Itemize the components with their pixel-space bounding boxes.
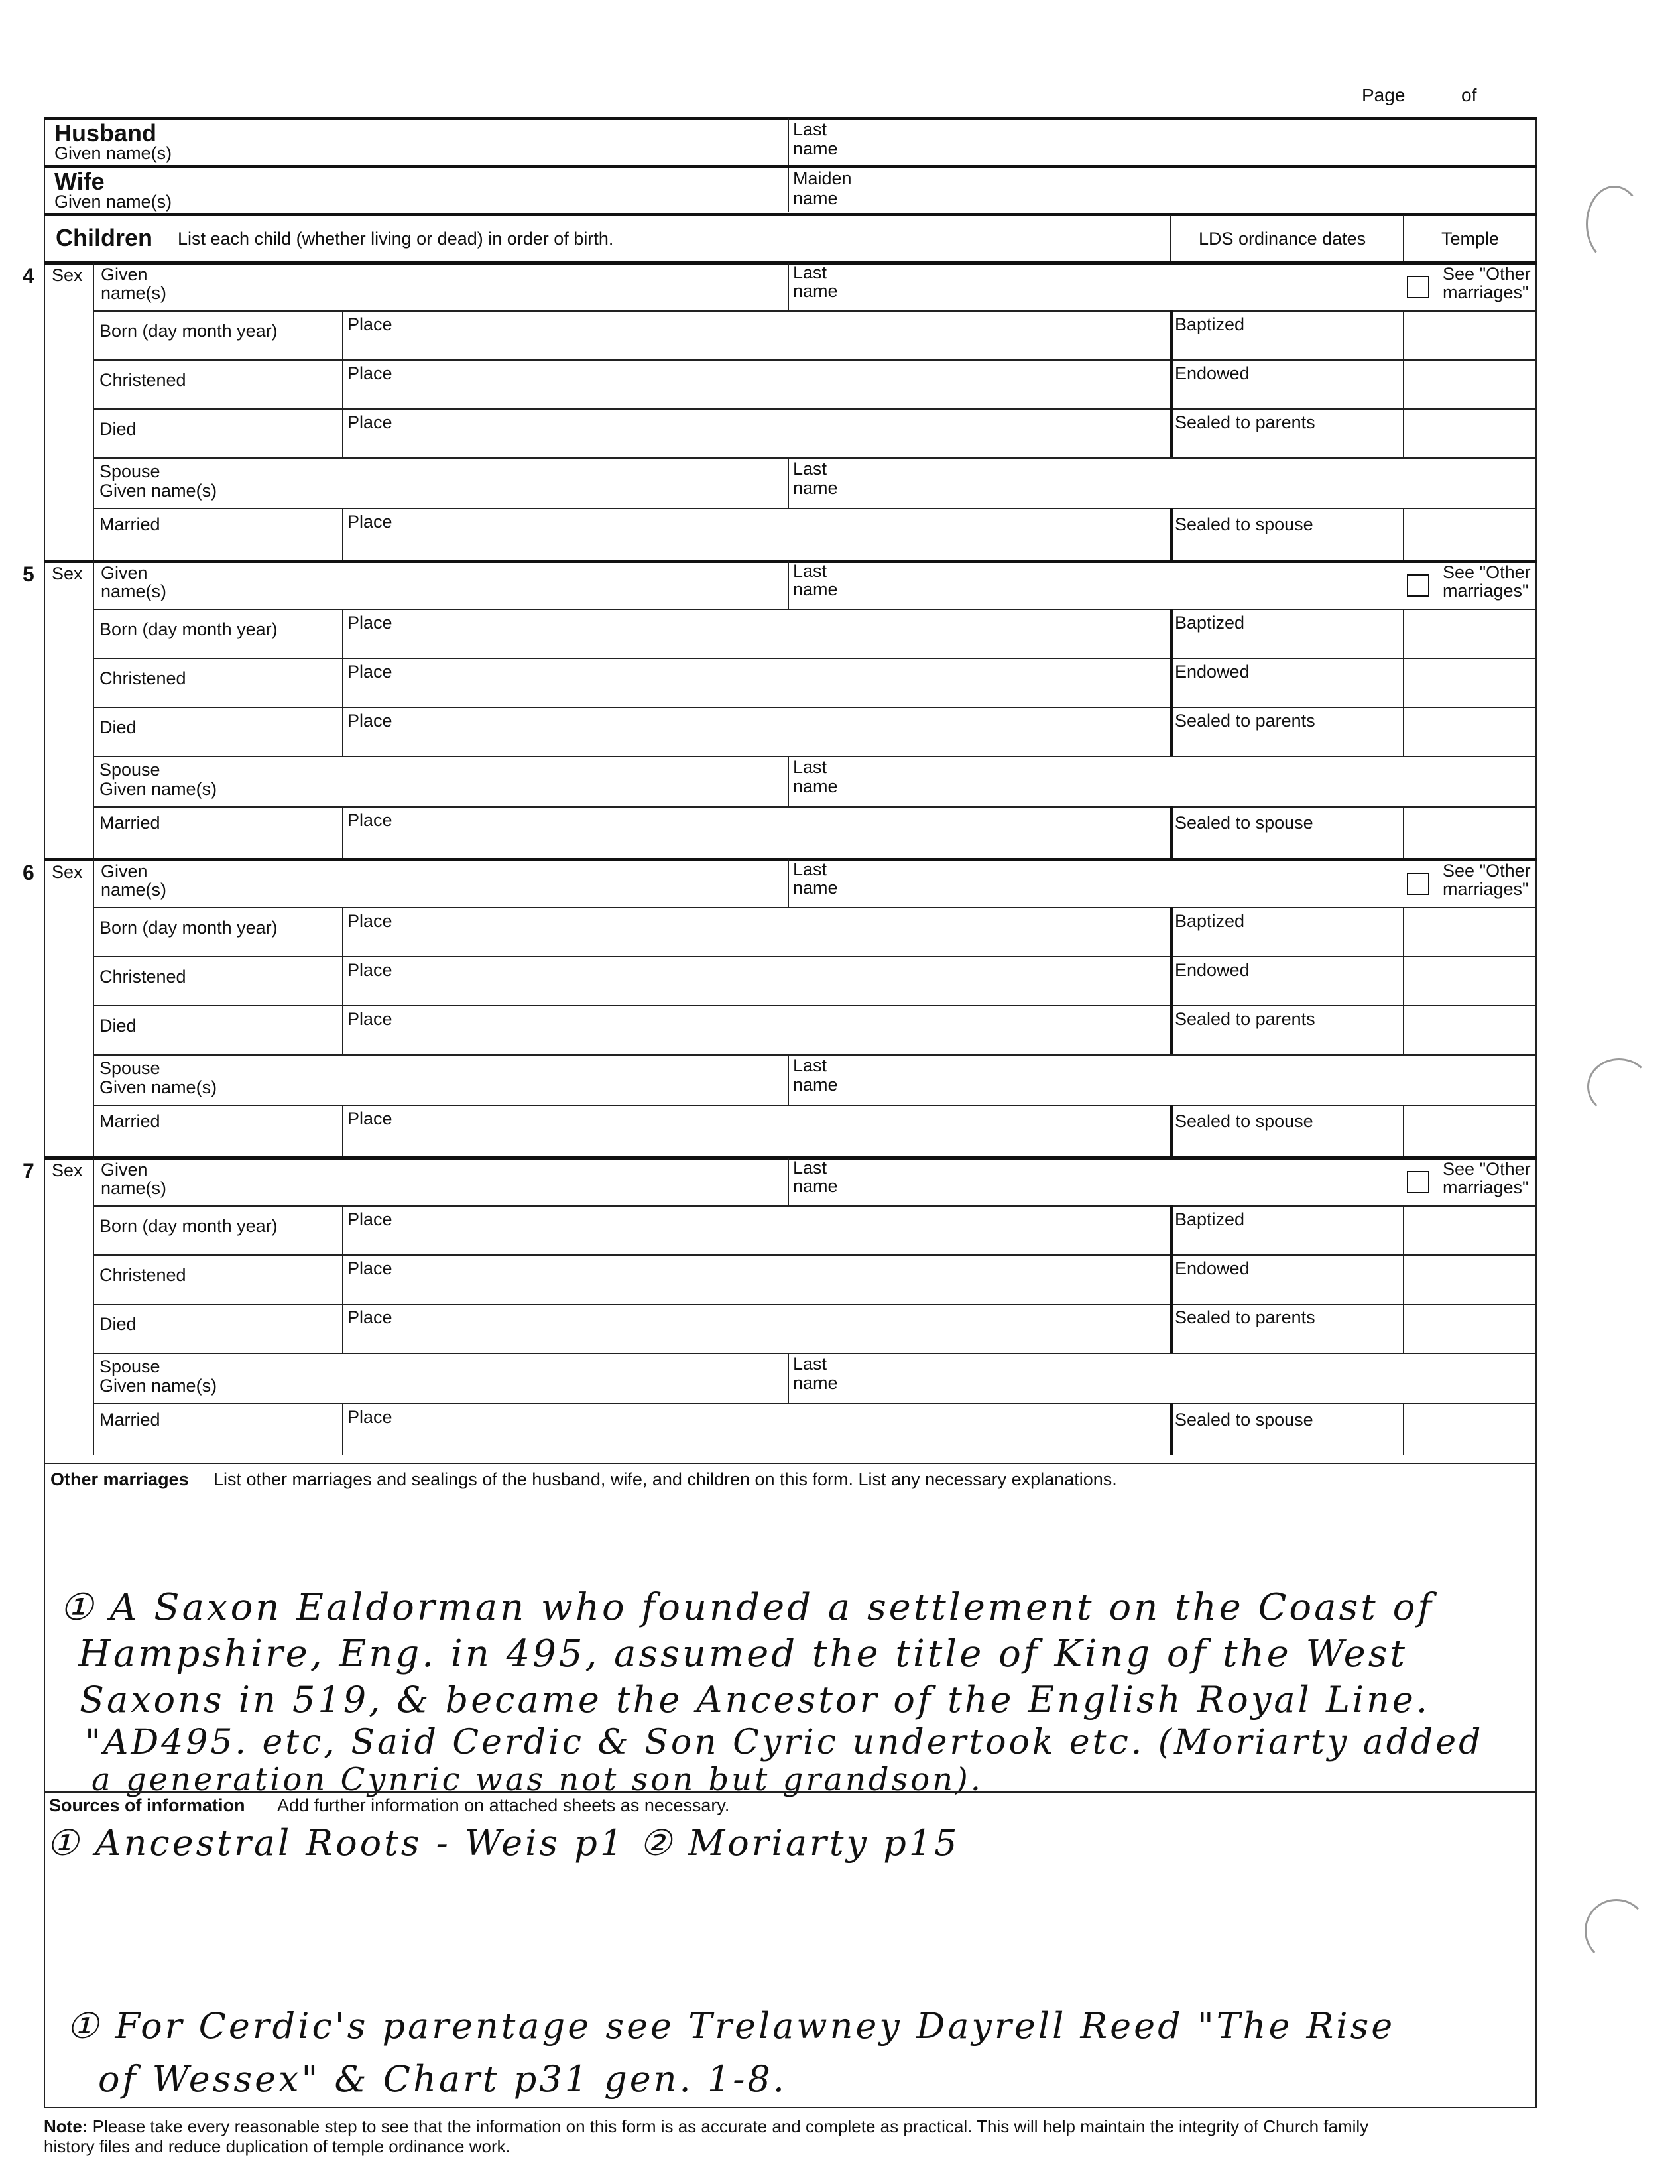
child-7-died-date-field[interactable] xyxy=(94,1304,341,1353)
child-7-married-place-label: Place xyxy=(347,1407,392,1427)
child-5-died-place-label: Place xyxy=(347,711,392,731)
other-marriages-title: Other marriages xyxy=(50,1469,189,1489)
husband-last-label-2: name xyxy=(793,139,838,158)
wife-maiden-label-2: name xyxy=(793,188,838,208)
child-5-married-date-field[interactable] xyxy=(94,806,341,858)
child-5-sex-label: Sex xyxy=(52,564,83,583)
child-7-last-label-1: Last xyxy=(793,1158,827,1178)
child-7-sealed-spouse-temple-field[interactable] xyxy=(1404,1403,1535,1455)
child-7-spouse-given-field[interactable] xyxy=(94,1353,786,1403)
child-4-sealed-spouse-date-field[interactable] xyxy=(1172,508,1402,560)
child-4-died-place-label: Place xyxy=(347,412,392,432)
child-7-baptized-date-field[interactable] xyxy=(1172,1205,1402,1254)
child-4-left-edge xyxy=(44,310,45,560)
child-6-sex-field[interactable] xyxy=(44,859,93,907)
child-4-born-date-field[interactable] xyxy=(94,310,341,359)
other-marriages-line-2: Hampshire, Eng. in 495, assumed the title of King of the West xyxy=(78,1632,1408,1675)
child-4-other-marriages-checkbox[interactable] xyxy=(1407,276,1429,298)
child-4-spouse-label-2: Given name(s) xyxy=(99,481,217,501)
child-6-other-marriages-checkbox[interactable] xyxy=(1407,873,1429,895)
child-5-sealed-spouse-temple-field[interactable] xyxy=(1404,806,1535,858)
child-4-baptized-date-field[interactable] xyxy=(1172,310,1402,359)
child-7-born-date-field[interactable] xyxy=(94,1205,341,1254)
child-7-see-other-2: marriages" xyxy=(1443,1178,1529,1197)
child-6-christened-place-field[interactable] xyxy=(343,956,1168,1005)
child-4-died-label: Died xyxy=(99,419,137,439)
child-7-given-label-1: Given xyxy=(101,1160,148,1180)
child-5-see-other-2: marriages" xyxy=(1443,581,1529,601)
child-4-spouse-last-label-2: name xyxy=(793,478,838,498)
child-6-died-place-label: Place xyxy=(347,1009,392,1029)
children-instruction: List each child (whether living or dead) in order of birth. xyxy=(178,229,614,249)
child-7-given-label-2: name(s) xyxy=(101,1178,167,1198)
child-4-endowed-date-field[interactable] xyxy=(1172,359,1402,408)
child-5-sealed_parents-label: Sealed to parents xyxy=(1175,711,1315,731)
child-7-sealed-spouse-date-field[interactable] xyxy=(1172,1403,1402,1455)
child-4-born-place-label: Place xyxy=(347,314,392,334)
child-6-baptized-label: Baptized xyxy=(1175,911,1245,931)
child-6-died-place-field[interactable] xyxy=(343,1005,1168,1054)
child-5-baptized-label: Baptized xyxy=(1175,613,1245,633)
child-6-endowed-date-field[interactable] xyxy=(1172,956,1402,1005)
other-marriages-line-1: ① A Saxon Ealdorman who founded a settlement on the Coast of xyxy=(60,1586,1435,1629)
child-6-spouse-given-field[interactable] xyxy=(94,1054,786,1105)
child-4-spouse-given-field[interactable] xyxy=(94,457,786,508)
sources-instruction: Add further information on attached sheets as necessary. xyxy=(277,1795,730,1815)
child-4-married-place-field[interactable] xyxy=(343,508,1168,560)
binder-hole-mark-middle xyxy=(1587,1058,1651,1115)
child-4-see-other-2: marriages" xyxy=(1443,282,1529,302)
child-4-last-label-2: name xyxy=(793,281,838,301)
child-7-last-field[interactable] xyxy=(789,1158,1319,1205)
other-marriages-line-5: a generation Cynric was not son but grandson). xyxy=(91,1761,983,1798)
child-6-sealed-spouse-date-field[interactable] xyxy=(1172,1105,1402,1156)
child-6-married-place-field[interactable] xyxy=(343,1105,1168,1156)
child-5-sex-field[interactable] xyxy=(44,561,93,609)
child-5-baptized-date-field[interactable] xyxy=(1172,609,1402,658)
child-4-last-field[interactable] xyxy=(789,263,1319,310)
child-6-died-date-field[interactable] xyxy=(94,1005,341,1054)
child-7-left-edge xyxy=(44,1205,45,1455)
child-4-married-label: Married xyxy=(99,515,160,534)
child-6-born-place-label: Place xyxy=(347,911,392,931)
temple-divider xyxy=(1403,215,1404,263)
child-5-spouse-last-label-1: Last xyxy=(793,757,827,777)
child-5-christened-place-label: Place xyxy=(347,662,392,682)
child-4-born-label: Born (day month year) xyxy=(99,321,278,341)
child-5-christened-label: Christened xyxy=(99,668,186,688)
child-5-given-label-2: name(s) xyxy=(101,581,167,601)
wife-maiden-field[interactable] xyxy=(789,167,1535,212)
lds-divider xyxy=(1170,215,1171,263)
child-6-died-label: Died xyxy=(99,1016,137,1036)
child-7-number: 7 xyxy=(23,1159,34,1183)
child-4-given-label-1: Given xyxy=(101,265,148,284)
child-7-endowed-label: Endowed xyxy=(1175,1258,1250,1278)
child-4-spouse-last-label-1: Last xyxy=(793,459,827,479)
child-7-last-label-2: name xyxy=(793,1176,838,1196)
child-5-endowed-label: Endowed xyxy=(1175,662,1250,682)
child-6-spouse-last-field[interactable] xyxy=(789,1054,1535,1105)
child-7-baptized-temple-field[interactable] xyxy=(1404,1205,1535,1254)
child-4-sealed-spouse-label: Sealed to spouse xyxy=(1175,515,1313,534)
child-6-sealed_parents-label: Sealed to parents xyxy=(1175,1009,1315,1029)
child-4-spouse-label-1: Spouse xyxy=(99,461,160,481)
child-5-baptized-temple-field[interactable] xyxy=(1404,609,1535,658)
child-7-baptized-label: Baptized xyxy=(1175,1209,1245,1229)
child-7-sealed_parents-temple-field[interactable] xyxy=(1404,1304,1535,1353)
child-5-endowed-date-field[interactable] xyxy=(1172,658,1402,707)
child-6-spouse-last-label-2: name xyxy=(793,1075,838,1095)
lds-ordinance-header: LDS ordinance dates xyxy=(1199,229,1366,249)
child-5-died-label: Died xyxy=(99,717,137,737)
child-4-died-place-field[interactable] xyxy=(343,408,1168,457)
child-4-sealed-spouse-temple-field[interactable] xyxy=(1404,508,1535,560)
child-6-christened-label: Christened xyxy=(99,967,186,987)
child-7-spouse-last-label-2: name xyxy=(793,1373,838,1393)
child-6-christened-date-field[interactable] xyxy=(94,956,341,1005)
child-5-sealed_parents-date-field[interactable] xyxy=(1172,707,1402,756)
child-6-sealed_parents-temple-field[interactable] xyxy=(1404,1005,1535,1054)
child-4-sealed_parents-label: Sealed to parents xyxy=(1175,412,1315,432)
child-4-see-other-1: See "Other xyxy=(1443,264,1531,284)
child-7-other-marriages-checkbox[interactable] xyxy=(1407,1171,1429,1193)
child-4-baptized-label: Baptized xyxy=(1175,314,1245,334)
husband-given-label: Given name(s) xyxy=(54,143,172,163)
child-4-born-place-field[interactable] xyxy=(343,310,1168,359)
child-4-given-field[interactable] xyxy=(94,263,786,310)
child-4-number: 4 xyxy=(23,264,34,288)
binder-hole-mark-bottom xyxy=(1585,1899,1648,1963)
child-5-born-label: Born (day month year) xyxy=(99,619,278,639)
child-7-died-place-field[interactable] xyxy=(343,1304,1168,1353)
child-6-baptized-date-field[interactable] xyxy=(1172,907,1402,956)
child-5-born-date-field[interactable] xyxy=(94,609,341,658)
wife-children-border xyxy=(44,213,1537,216)
child-7-endowed-temple-field[interactable] xyxy=(1404,1254,1535,1304)
other-marriages-instruction: List other marriages and sealings of the husband, wife, and children on this form. List any necessary explanations. xyxy=(213,1469,1117,1489)
binder-hole-mark-top xyxy=(1586,186,1643,263)
child-6-see-other-1: See "Other xyxy=(1443,861,1531,880)
note-line-2: history files and reduce duplication of temple ordinance work. xyxy=(44,2136,510,2156)
child-5-spouse-label-2: Given name(s) xyxy=(99,779,217,799)
child-7-christened-date-field[interactable] xyxy=(94,1254,341,1304)
child-6-sealed-spouse-label: Sealed to spouse xyxy=(1175,1111,1313,1131)
child-5-sealed_parents-temple-field[interactable] xyxy=(1404,707,1535,756)
child-5-married-place-label: Place xyxy=(347,810,392,830)
child-4-married-place-label: Place xyxy=(347,512,392,532)
note-line-1: Please take every reasonable step to see that the information on this form is as accurate and complete as practical. This will help maintain the integrity of Church family xyxy=(92,2116,1369,2136)
wife-title: Wife xyxy=(54,168,105,195)
child-4-married-date-field[interactable] xyxy=(94,508,341,560)
child-7-sealed_parents-label: Sealed to parents xyxy=(1175,1307,1315,1327)
child-5-married-label: Married xyxy=(99,813,160,833)
page-label: Page xyxy=(1362,85,1406,105)
child-5-sealed-spouse-label: Sealed to spouse xyxy=(1175,813,1313,833)
child-4-died-date-field[interactable] xyxy=(94,408,341,457)
temple-header: Temple xyxy=(1441,229,1500,249)
child-5-given-label-1: Given xyxy=(101,563,148,583)
child-5-spouse-last-field[interactable] xyxy=(789,756,1535,806)
other-marriages-line-3: Saxons in 519, & became the Ancestor of the English Royal Line. xyxy=(80,1679,1430,1721)
child-7-spouse-last-field[interactable] xyxy=(789,1353,1535,1403)
child-7-sex-field[interactable] xyxy=(44,1158,93,1205)
child-7-christened-place-label: Place xyxy=(347,1258,392,1278)
child-7-endowed-date-field[interactable] xyxy=(1172,1254,1402,1304)
child-6-married-place-label: Place xyxy=(347,1109,392,1128)
child-4-christened-place-field[interactable] xyxy=(343,359,1168,408)
child-6-born-place-field[interactable] xyxy=(343,907,1168,956)
child-6-baptized-temple-field[interactable] xyxy=(1404,907,1535,956)
child-6-given-label-2: name(s) xyxy=(101,880,167,900)
child-6-sex-label: Sex xyxy=(52,862,83,882)
child-6-given-label-1: Given xyxy=(101,861,148,881)
child-5-see-other-1: See "Other xyxy=(1443,562,1531,582)
sources-title: Sources of information xyxy=(49,1795,245,1815)
child-5-sealed-spouse-date-field[interactable] xyxy=(1172,806,1402,858)
child-6-given-field[interactable] xyxy=(94,859,786,907)
note-label: Note: xyxy=(44,2116,88,2136)
child-5-endowed-temple-field[interactable] xyxy=(1404,658,1535,707)
wife-given-label: Given name(s) xyxy=(54,192,172,212)
husband-last-field[interactable] xyxy=(789,118,1535,164)
child-7-spouse-last-label-1: Last xyxy=(793,1354,827,1374)
child-4-sex-label: Sex xyxy=(52,265,83,285)
child-5-died-date-field[interactable] xyxy=(94,707,341,756)
child-4-endowed-label: Endowed xyxy=(1175,363,1250,383)
child-4-spouse-last-field[interactable] xyxy=(789,457,1535,508)
child-6-sealed-spouse-temple-field[interactable] xyxy=(1404,1105,1535,1156)
child-5-died-place-field[interactable] xyxy=(343,707,1168,756)
husband-given-field[interactable] xyxy=(44,118,786,164)
child-6-last-label-1: Last xyxy=(793,859,827,879)
child-6-married-label: Married xyxy=(99,1111,160,1131)
child-5-other-marriages-checkbox[interactable] xyxy=(1407,574,1429,597)
footer-note xyxy=(44,2116,1569,2136)
child-5-last-label-2: name xyxy=(793,579,838,599)
child-6-last-label-2: name xyxy=(793,878,838,898)
child-5-last-field[interactable] xyxy=(789,561,1319,609)
child-5-left-edge xyxy=(44,609,45,858)
child-6-spouse-label-2: Given name(s) xyxy=(99,1077,217,1097)
child-7-sealed-spouse-label: Sealed to spouse xyxy=(1175,1410,1313,1429)
child-5-born-place-field[interactable] xyxy=(343,609,1168,658)
child-7-spouse-label-2: Given name(s) xyxy=(99,1376,217,1396)
child-6-christened-place-label: Place xyxy=(347,960,392,980)
child-5-christened-date-field[interactable] xyxy=(94,658,341,707)
child-4-sealed_parents-date-field[interactable] xyxy=(1172,408,1402,457)
child-5-spouse-label-1: Spouse xyxy=(99,760,160,780)
child-6-spouse-label-1: Spouse xyxy=(99,1058,160,1078)
husband-last-label-1: Last xyxy=(793,119,827,139)
child-7-see-other-1: See "Other xyxy=(1443,1159,1531,1179)
child-7-born-label: Born (day month year) xyxy=(99,1216,278,1236)
child-6-married-date-field[interactable] xyxy=(94,1105,341,1156)
child-6-spouse-last-label-1: Last xyxy=(793,1056,827,1075)
child-7-given-field[interactable] xyxy=(94,1158,786,1205)
child-4-last-label-1: Last xyxy=(793,263,827,282)
other-marriages-line-4: "AD495. etc, Said Cerdic & Son Cyric undertook etc. (Moriarty added xyxy=(85,1723,1484,1762)
child-4-christened-label: Christened xyxy=(99,370,186,390)
child-4-sealed_parents-temple-field[interactable] xyxy=(1404,408,1535,457)
child-6-born-label: Born (day month year) xyxy=(99,918,278,938)
child-7-born-place-field[interactable] xyxy=(343,1205,1168,1254)
child-7-spouse-label-1: Spouse xyxy=(99,1357,160,1376)
child-5-given-field[interactable] xyxy=(94,561,786,609)
child-4-christened-place-label: Place xyxy=(347,363,392,383)
wife-maiden-label-1: Maiden xyxy=(793,168,852,188)
wife-given-field[interactable] xyxy=(44,167,786,212)
child-5-spouse-given-field[interactable] xyxy=(94,756,786,806)
child-5-married-place-field[interactable] xyxy=(343,806,1168,858)
child-6-born-date-field[interactable] xyxy=(94,907,341,956)
child-7-died-place-label: Place xyxy=(347,1307,392,1327)
sources-line-2: ① For Cerdic's parentage see Trelawney Dayrell Reed "The Rise xyxy=(66,2005,1396,2047)
child-6-endowed-label: Endowed xyxy=(1175,960,1250,980)
child-6-number: 6 xyxy=(23,861,34,884)
child-7-married-label: Married xyxy=(99,1410,160,1429)
child-7-christened-label: Christened xyxy=(99,1265,186,1285)
child-5-spouse-last-label-2: name xyxy=(793,776,838,796)
child-7-sex-label: Sex xyxy=(52,1160,83,1180)
child-5-christened-place-field[interactable] xyxy=(343,658,1168,707)
child-4-given-label-2: name(s) xyxy=(101,283,167,303)
child-6-sealed_parents-date-field[interactable] xyxy=(1172,1005,1402,1054)
child-6-see-other-2: marriages" xyxy=(1443,879,1529,899)
page-of-label: of xyxy=(1461,85,1477,105)
children-title: Children xyxy=(56,224,153,251)
child-5-born-place-label: Place xyxy=(347,613,392,633)
husband-title: Husband xyxy=(54,119,157,147)
child-6-endowed-temple-field[interactable] xyxy=(1404,956,1535,1005)
sources-line-3: of Wessex" & Chart p31 gen. 1-8. xyxy=(98,2058,787,2100)
child-5-number: 5 xyxy=(23,562,34,586)
child-4-endowed-temple-field[interactable] xyxy=(1404,359,1535,408)
child-6-left-edge xyxy=(44,907,45,1156)
child-7-married-place-field[interactable] xyxy=(343,1403,1168,1455)
child-7-married-date-field[interactable] xyxy=(94,1403,341,1455)
child-4-baptized-temple-field[interactable] xyxy=(1404,310,1535,359)
child-5-last-label-1: Last xyxy=(793,561,827,581)
sources-line-1: ① Ancestral Roots - Weis p1 ② Moriarty p15 xyxy=(46,1822,960,1864)
child-7-sealed_parents-date-field[interactable] xyxy=(1172,1304,1402,1353)
child-7-born-place-label: Place xyxy=(347,1209,392,1229)
child-7-died-label: Died xyxy=(99,1314,137,1334)
child-4-christened-date-field[interactable] xyxy=(94,359,341,408)
child-4-sex-field[interactable] xyxy=(44,263,93,310)
child-6-last-field[interactable] xyxy=(789,859,1319,907)
child-7-christened-place-field[interactable] xyxy=(343,1254,1168,1304)
